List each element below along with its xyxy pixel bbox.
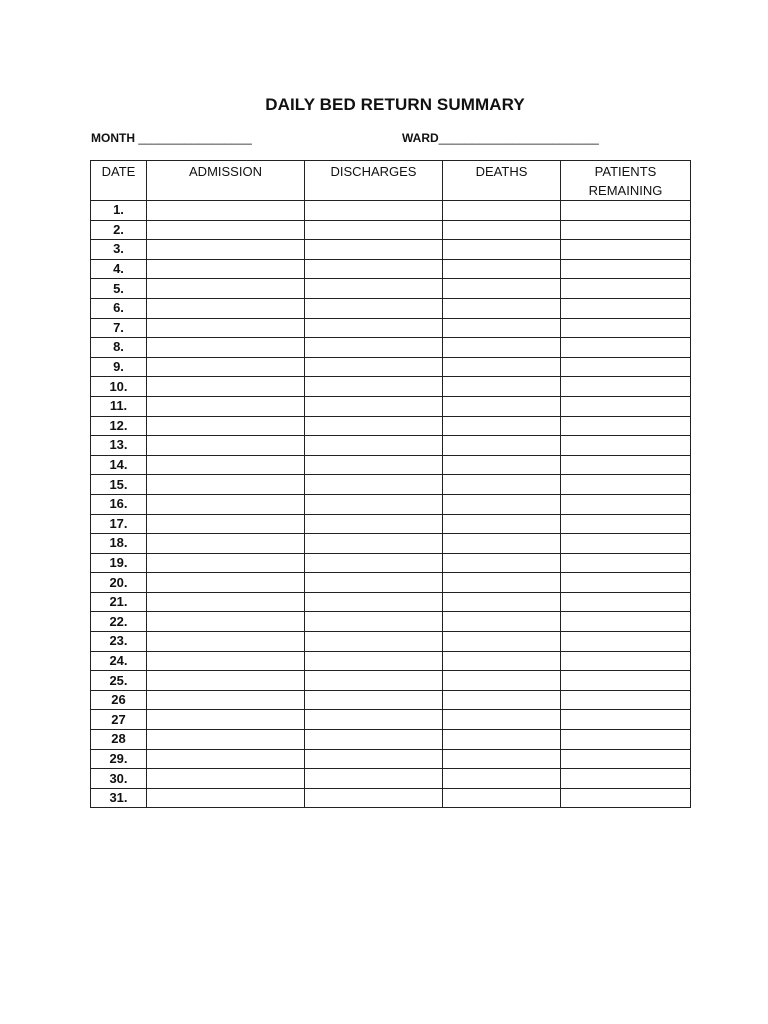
patients-remaining-cell[interactable] [561,788,691,808]
patients-remaining-cell[interactable] [561,455,691,475]
deaths-cell[interactable] [443,612,561,632]
column-header-admission: ADMISSION [147,161,305,201]
patients-remaining-cell[interactable] [561,318,691,338]
discharges-cell[interactable] [305,494,443,514]
admission-cell[interactable] [147,357,305,377]
discharges-cell[interactable] [305,298,443,318]
table-row [91,240,691,260]
deaths-cell[interactable] [443,553,561,573]
patients-remaining-cell[interactable] [561,612,691,632]
table-row [91,298,691,318]
deaths-cell[interactable] [443,377,561,397]
deaths-cell[interactable] [443,396,561,416]
discharges-cell[interactable] [305,671,443,691]
admission-cell[interactable] [147,338,305,358]
discharges-cell[interactable] [305,749,443,769]
table-body [91,201,691,808]
table-row [91,396,691,416]
patients-remaining-cell[interactable] [561,690,691,710]
table-row [91,690,691,710]
table-row [91,494,691,514]
date-cell: 4. [91,259,147,279]
admission-cell[interactable] [147,201,305,221]
discharges-cell[interactable] [305,475,443,495]
deaths-cell[interactable] [443,318,561,338]
discharges-cell[interactable] [305,690,443,710]
patients-remaining-cell[interactable] [561,240,691,260]
discharges-cell[interactable] [305,416,443,436]
deaths-cell[interactable] [443,494,561,514]
deaths-cell[interactable] [443,592,561,612]
date-cell: 22. [91,612,147,632]
date-cell: 30. [91,769,147,789]
table-row [91,259,691,279]
table-row [91,514,691,534]
discharges-cell[interactable] [305,201,443,221]
patients-remaining-cell[interactable] [561,201,691,221]
month-field [91,131,252,145]
month-blank: _________________ [138,131,252,145]
admission-cell[interactable] [147,377,305,397]
admission-cell[interactable] [147,592,305,612]
patients-remaining-cell[interactable] [561,710,691,730]
table-row [91,710,691,730]
column-header-deaths: DEATHS [443,161,561,201]
month-label: MONTH [91,131,135,145]
patients-remaining-cell[interactable] [561,279,691,299]
table-row [91,592,691,612]
table-row [91,612,691,632]
table-row [91,671,691,691]
admission-cell[interactable] [147,788,305,808]
discharges-cell[interactable] [305,534,443,554]
deaths-cell[interactable] [443,259,561,279]
date-cell: 1. [91,201,147,221]
table-row [91,201,691,221]
deaths-cell[interactable] [443,436,561,456]
deaths-cell[interactable] [443,651,561,671]
deaths-cell[interactable] [443,730,561,750]
discharges-cell[interactable] [305,220,443,240]
discharges-cell[interactable] [305,769,443,789]
date-cell: 21. [91,592,147,612]
admission-cell[interactable] [147,573,305,593]
date-cell: 13. [91,436,147,456]
patients-remaining-cell[interactable] [561,416,691,436]
table-row [91,475,691,495]
date-cell: 15. [91,475,147,495]
patients-remaining-cell[interactable] [561,573,691,593]
admission-cell[interactable] [147,396,305,416]
admission-cell[interactable] [147,220,305,240]
table-row [91,377,691,397]
admission-cell[interactable] [147,769,305,789]
patients-remaining-cell[interactable] [561,749,691,769]
deaths-cell[interactable] [443,788,561,808]
discharges-cell[interactable] [305,514,443,534]
admission-cell[interactable] [147,436,305,456]
column-header-date: DATE [91,161,147,201]
patients-remaining-cell[interactable] [561,730,691,750]
deaths-cell[interactable] [443,240,561,260]
deaths-cell[interactable] [443,769,561,789]
page-title: DAILY BED RETURN SUMMARY [265,95,525,114]
admission-cell[interactable] [147,416,305,436]
date-cell: 24. [91,651,147,671]
ward-field [402,131,599,145]
discharges-cell[interactable] [305,710,443,730]
date-cell: 20. [91,573,147,593]
table-row [91,416,691,436]
admission-cell[interactable] [147,279,305,299]
date-cell: 12. [91,416,147,436]
patients-remaining-cell[interactable] [561,671,691,691]
date-cell: 29. [91,749,147,769]
discharges-cell[interactable] [305,318,443,338]
admission-cell[interactable] [147,651,305,671]
discharges-cell[interactable] [305,455,443,475]
date-cell: 11. [91,396,147,416]
date-cell: 8. [91,338,147,358]
discharges-cell[interactable] [305,612,443,632]
patients-remaining-cell[interactable] [561,514,691,534]
patients-remaining-cell[interactable] [561,377,691,397]
deaths-cell[interactable] [443,671,561,691]
deaths-cell[interactable] [443,475,561,495]
date-cell: 18. [91,534,147,554]
admission-cell[interactable] [147,553,305,573]
ward-label: WARD [402,131,439,145]
table-row [91,455,691,475]
table-row [91,318,691,338]
deaths-cell[interactable] [443,338,561,358]
admission-cell[interactable] [147,730,305,750]
admission-cell[interactable] [147,671,305,691]
admission-cell[interactable] [147,240,305,260]
deaths-cell[interactable] [443,573,561,593]
patients-remaining-cell[interactable] [561,259,691,279]
date-cell: 28 [91,730,147,750]
admission-cell[interactable] [147,632,305,652]
table-header-row [91,161,691,201]
patients-remaining-cell[interactable] [561,553,691,573]
discharges-cell[interactable] [305,240,443,260]
deaths-cell[interactable] [443,514,561,534]
discharges-cell[interactable] [305,788,443,808]
discharges-cell[interactable] [305,357,443,377]
admission-cell[interactable] [147,514,305,534]
deaths-cell[interactable] [443,279,561,299]
discharges-cell[interactable] [305,338,443,358]
date-cell: 3. [91,240,147,260]
patients-remaining-cell[interactable] [561,494,691,514]
admission-cell[interactable] [147,690,305,710]
deaths-cell[interactable] [443,201,561,221]
date-cell: 10. [91,377,147,397]
patients-remaining-cell[interactable] [561,220,691,240]
date-cell: 9. [91,357,147,377]
deaths-cell[interactable] [443,749,561,769]
date-cell: 31. [91,788,147,808]
patients-remaining-cell[interactable] [561,632,691,652]
date-cell: 14. [91,455,147,475]
deaths-cell[interactable] [443,534,561,554]
discharges-cell[interactable] [305,396,443,416]
date-cell: 16. [91,494,147,514]
patients-remaining-cell[interactable] [561,475,691,495]
table-row [91,651,691,671]
discharges-cell[interactable] [305,632,443,652]
table-row [91,730,691,750]
admission-cell[interactable] [147,259,305,279]
discharges-cell[interactable] [305,377,443,397]
discharges-cell[interactable] [305,651,443,671]
date-cell: 27 [91,710,147,730]
patients-remaining-cell[interactable] [561,357,691,377]
date-cell: 23. [91,632,147,652]
admission-cell[interactable] [147,298,305,318]
deaths-cell[interactable] [443,357,561,377]
deaths-cell[interactable] [443,632,561,652]
table-row [91,788,691,808]
patients-remaining-cell[interactable] [561,298,691,318]
patients-remaining-cell[interactable] [561,338,691,358]
deaths-cell[interactable] [443,298,561,318]
patients-remaining-cell[interactable] [561,396,691,416]
table-row [91,220,691,240]
date-cell: 6. [91,298,147,318]
column-header-patients-remaining: PATIENTS REMAINING [561,161,691,201]
admission-cell[interactable] [147,475,305,495]
admission-cell[interactable] [147,612,305,632]
date-cell: 5. [91,279,147,299]
table-row [91,279,691,299]
discharges-cell[interactable] [305,730,443,750]
ward-blank: ________________________ [438,131,599,145]
deaths-cell[interactable] [443,416,561,436]
discharges-cell[interactable] [305,279,443,299]
date-cell: 17. [91,514,147,534]
date-cell: 26 [91,690,147,710]
deaths-cell[interactable] [443,690,561,710]
discharges-cell[interactable] [305,553,443,573]
admission-cell[interactable] [147,710,305,730]
discharges-cell[interactable] [305,573,443,593]
admission-cell[interactable] [147,494,305,514]
table-row [91,553,691,573]
date-cell: 25. [91,671,147,691]
table-row [91,534,691,554]
table-row [91,436,691,456]
table-row [91,632,691,652]
admission-cell[interactable] [147,749,305,769]
admission-cell[interactable] [147,534,305,554]
table-row [91,749,691,769]
deaths-cell[interactable] [443,710,561,730]
admission-cell[interactable] [147,318,305,338]
patients-remaining-cell[interactable] [561,769,691,789]
patients-remaining-cell[interactable] [561,436,691,456]
table-row [91,769,691,789]
admission-cell[interactable] [147,455,305,475]
discharges-cell[interactable] [305,259,443,279]
patients-remaining-cell[interactable] [561,534,691,554]
deaths-cell[interactable] [443,220,561,240]
bed-return-table [90,160,691,808]
date-cell: 7. [91,318,147,338]
date-cell: 2. [91,220,147,240]
date-cell: 19. [91,553,147,573]
patients-remaining-cell[interactable] [561,592,691,612]
table-row [91,573,691,593]
deaths-cell[interactable] [443,455,561,475]
column-header-discharges: DISCHARGES [305,161,443,201]
table-row [91,338,691,358]
table-row [91,357,691,377]
patients-remaining-cell[interactable] [561,651,691,671]
discharges-cell[interactable] [305,436,443,456]
discharges-cell[interactable] [305,592,443,612]
